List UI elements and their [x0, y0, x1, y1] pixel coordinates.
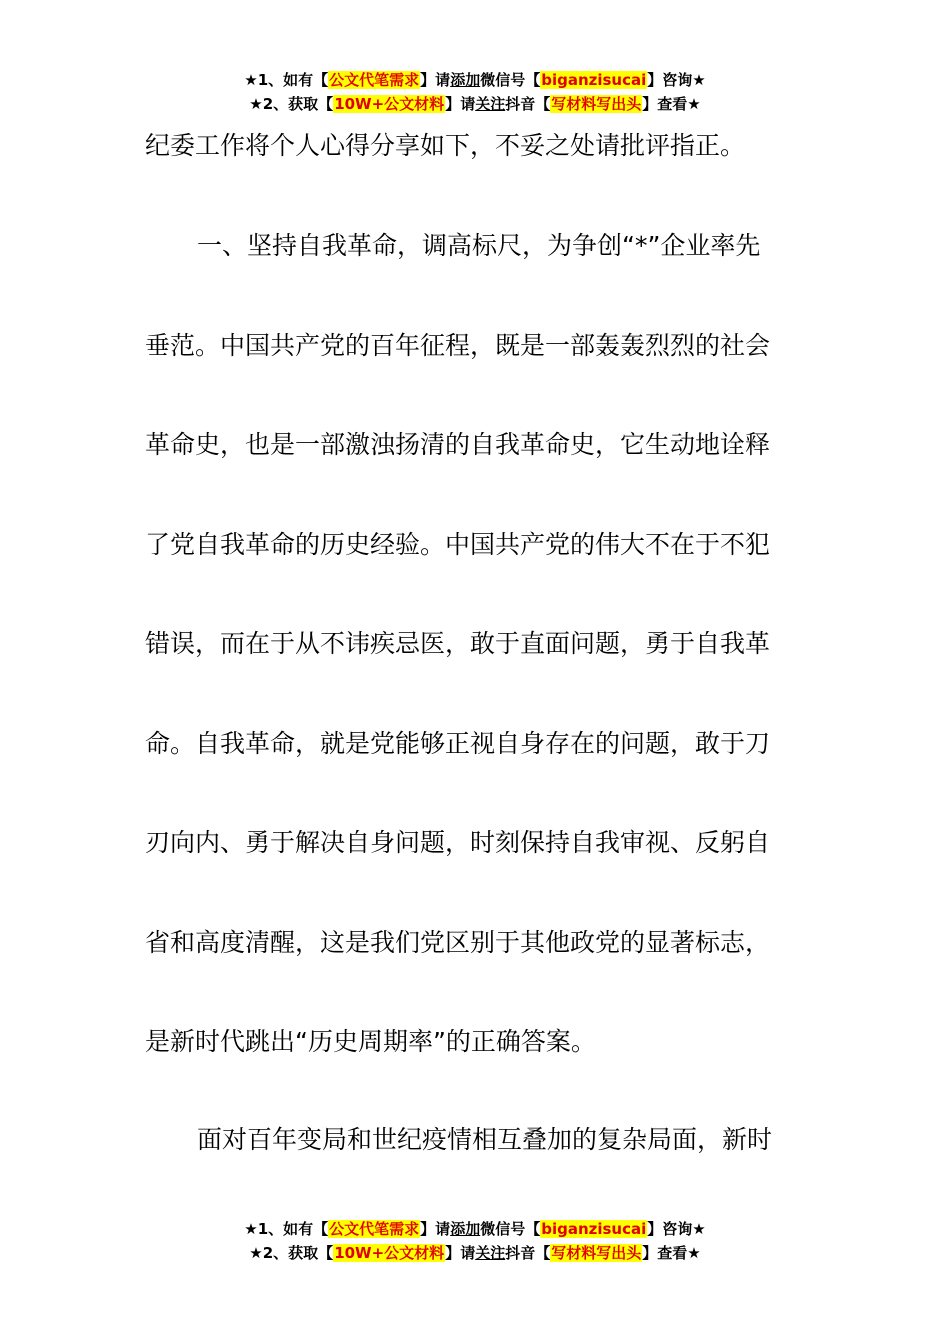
banner-line-1: [0, 68, 950, 92]
paragraph-line: 刃向内、勇于解决自身问题，时刻保持自我审视、反躬自: [145, 828, 771, 857]
banner-text: 】咨询★: [647, 1220, 706, 1238]
banner-text: 】查看★: [642, 1244, 701, 1262]
paragraph-line: 省和高度清醒，这是我们党区别于其他政党的显著标志，: [145, 927, 771, 957]
banner-text: 】请: [420, 71, 451, 89]
banner-text: ★2、获取【: [249, 95, 334, 113]
banner-text: 】查看★: [642, 95, 701, 113]
banner-text: 微信号【: [480, 71, 541, 89]
highlight-wechat-id: biganzisucai: [541, 71, 647, 89]
paragraph-line: 了党自我革命的历史经验。中国共产党的伟大不在于不犯: [145, 529, 771, 559]
banner-line-2: [0, 92, 950, 116]
banner-text: 】请: [420, 1220, 451, 1238]
banner-text: ★1、如有【: [244, 1220, 329, 1238]
underline-add: 添加: [450, 1220, 481, 1238]
highlight-wechat-id: biganzisucai: [541, 1220, 647, 1238]
paragraph-line: 错误，而在于从不讳疾忌医，敢于直面问题，勇于自我革: [145, 629, 771, 658]
highlight-service: 公文代笔需求: [329, 71, 420, 89]
banner-text: 】咨询★: [647, 71, 706, 89]
underline-follow: 关注: [475, 95, 506, 113]
paragraph-line: 一、坚持自我革命，调高标尺，为争创“*”企业率先: [197, 231, 761, 260]
paragraph-line: 面对百年变局和世纪疫情相互叠加的复杂局面，新时: [197, 1125, 773, 1154]
paragraph-line: 垂范。中国共产党的百年征程，既是一部轰轰烈烈的社会: [145, 330, 771, 360]
banner-text: 抖音【: [505, 1244, 551, 1262]
banner-text: ★2、获取【: [249, 1244, 334, 1262]
underline-add: 添加: [450, 71, 481, 89]
highlight-douyin-id: 写材料写出头: [551, 1244, 642, 1262]
paragraph-2: [145, 1090, 810, 1190]
underline-follow: 关注: [475, 1244, 506, 1262]
paragraph-line: 是新时代跳出“历史周期率”的正确答案。: [145, 1027, 596, 1056]
banner-text: 抖音【: [505, 95, 551, 113]
banner-line-2: [0, 1241, 950, 1265]
banner-text: ★1、如有【: [244, 71, 329, 89]
highlight-service: 公文代笔需求: [329, 1220, 420, 1238]
paragraph-1: [145, 196, 810, 1092]
footer-banner: [0, 1217, 950, 1265]
banner-line-1: [0, 1217, 950, 1241]
banner-text: 】请: [445, 95, 476, 113]
highlight-materials: 10W+公文材料: [334, 1244, 445, 1262]
paragraph-line: 命。自我革命，就是党能够正视自身存在的问题，敢于刀: [145, 728, 771, 758]
highlight-materials: 10W+公文材料: [334, 95, 445, 113]
banner-text: 微信号【: [480, 1220, 541, 1238]
highlight-douyin-id: 写材料写出头: [551, 95, 642, 113]
paragraph-line: 革命史，也是一部激浊扬清的自我革命史，它生动地诠释: [145, 430, 771, 459]
header-banner: [0, 68, 950, 116]
banner-text: 】请: [445, 1244, 476, 1262]
document-first-line: 纪委工作将个人心得分享如下，不妥之处请批评指正。: [145, 131, 746, 160]
